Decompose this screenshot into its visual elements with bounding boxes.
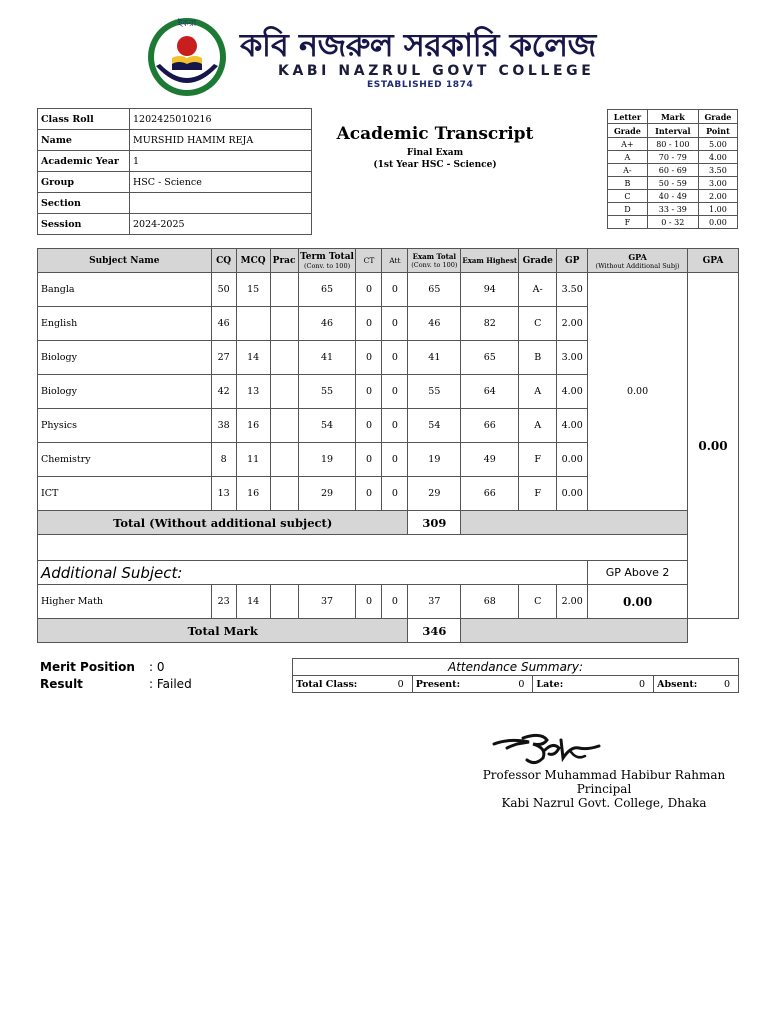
header-exam-highest: Exam Highest bbox=[461, 249, 519, 273]
subject-name: Chemistry bbox=[38, 443, 212, 477]
total-class-label: Total Class: bbox=[293, 676, 385, 693]
cq-mark: 50 bbox=[211, 273, 236, 307]
att-mark: 0 bbox=[382, 307, 408, 341]
subject-row bbox=[38, 273, 739, 307]
info-label: Class Roll bbox=[38, 109, 130, 130]
grade-scale-row bbox=[608, 151, 738, 164]
grade-point: 3.50 bbox=[557, 273, 588, 307]
attendance-title: Attendance Summary: bbox=[293, 659, 739, 676]
exam-highest: 49 bbox=[461, 443, 519, 477]
header-gpa-without-note: (Without Additional Subj) bbox=[595, 261, 680, 270]
info-row-session bbox=[38, 214, 312, 235]
term-total: 41 bbox=[298, 341, 356, 375]
grade-point: 4.00 bbox=[557, 409, 588, 443]
total-without-additional-row bbox=[38, 511, 739, 535]
mark-interval: 40 - 49 bbox=[647, 190, 698, 203]
total-without-additional-label: Total (Without additional subject) bbox=[38, 511, 408, 535]
result-label: Result bbox=[40, 677, 83, 691]
exam-detail: (1st Year HSC - Science) bbox=[373, 160, 497, 170]
grade: C bbox=[519, 585, 557, 619]
exam-total: 65 bbox=[408, 273, 461, 307]
grade: A bbox=[519, 375, 557, 409]
letter-grade: B bbox=[608, 177, 648, 190]
exam-total: 19 bbox=[408, 443, 461, 477]
header-exam-total-note: (Conv. to 100) bbox=[411, 261, 458, 269]
merit-position-value: : 0 bbox=[149, 660, 165, 674]
letter-grade: D bbox=[608, 203, 648, 216]
gp-above-label: GP Above 2 bbox=[588, 561, 688, 585]
subject-name: Bangla bbox=[38, 273, 212, 307]
term-total: 37 bbox=[298, 585, 356, 619]
total-mark-value: 346 bbox=[408, 619, 461, 643]
prac-mark bbox=[270, 341, 298, 375]
marks-table bbox=[37, 248, 739, 643]
additional-subject-header-row bbox=[38, 561, 739, 585]
attendance-title-row bbox=[293, 659, 739, 676]
absent-value: 0 bbox=[711, 676, 739, 693]
prac-mark bbox=[270, 443, 298, 477]
header-gpa-without-label: GPA bbox=[628, 251, 647, 262]
exam-highest: 66 bbox=[461, 409, 519, 443]
grade-scale-row bbox=[608, 190, 738, 203]
info-row-section bbox=[38, 193, 312, 214]
subject-name: English bbox=[38, 307, 212, 341]
total-without-additional-value: 309 bbox=[408, 511, 461, 535]
header-term-total bbox=[298, 249, 356, 273]
grade: A bbox=[519, 409, 557, 443]
grade-point: 5.00 bbox=[698, 138, 737, 151]
letter-grade: C bbox=[608, 190, 648, 203]
grade-point: 4.00 bbox=[698, 151, 737, 164]
info-row-class-roll bbox=[38, 109, 312, 130]
info-label: Academic Year bbox=[38, 151, 130, 172]
letter-grade: A bbox=[608, 151, 648, 164]
late-label: Late: bbox=[533, 676, 626, 693]
grade-scale-row bbox=[608, 216, 738, 229]
exam-total: 54 bbox=[408, 409, 461, 443]
term-total: 54 bbox=[298, 409, 356, 443]
cq-mark: 23 bbox=[211, 585, 236, 619]
mcq-mark: 11 bbox=[236, 443, 270, 477]
mark-interval: 50 - 59 bbox=[647, 177, 698, 190]
present-label: Present: bbox=[412, 676, 505, 693]
principal-signature bbox=[489, 730, 604, 770]
ct-mark: 0 bbox=[356, 273, 382, 307]
grade-scale-table bbox=[607, 109, 738, 229]
grade-point: 0.00 bbox=[557, 443, 588, 477]
term-total: 55 bbox=[298, 375, 356, 409]
info-row-name bbox=[38, 130, 312, 151]
exam-total: 29 bbox=[408, 477, 461, 511]
exam-highest: 68 bbox=[461, 585, 519, 619]
absent-label: Absent: bbox=[654, 676, 711, 693]
ct-mark: 0 bbox=[356, 477, 382, 511]
cq-mark: 27 bbox=[211, 341, 236, 375]
total-without-additional-filler bbox=[461, 511, 688, 535]
signatory-institution: Kabi Nazrul Govt. College, Dhaka bbox=[501, 796, 707, 810]
gpa-value: 0.00 bbox=[687, 273, 738, 619]
header-prac: Prac bbox=[270, 249, 298, 273]
grade-point: 3.00 bbox=[557, 341, 588, 375]
letter-grade: A+ bbox=[608, 138, 648, 151]
mark-interval: 33 - 39 bbox=[647, 203, 698, 216]
cq-mark: 46 bbox=[211, 307, 236, 341]
att-mark: 0 bbox=[382, 375, 408, 409]
grade-scale-header: Point bbox=[698, 124, 737, 138]
mcq-mark: 14 bbox=[236, 585, 270, 619]
document-title: Academic Transcript bbox=[336, 124, 534, 144]
total-mark-label: Total Mark bbox=[38, 619, 408, 643]
exam-highest: 64 bbox=[461, 375, 519, 409]
grade-point: 2.00 bbox=[698, 190, 737, 203]
subject-name: Physics bbox=[38, 409, 212, 443]
info-row-academic-year bbox=[38, 151, 312, 172]
mcq-mark: 15 bbox=[236, 273, 270, 307]
grade-point: 3.00 bbox=[698, 177, 737, 190]
info-row-group bbox=[38, 172, 312, 193]
additional-subject-title: Additional Subject: bbox=[38, 561, 588, 585]
cq-mark: 42 bbox=[211, 375, 236, 409]
header-gpa-without-additional bbox=[588, 249, 688, 273]
attendance-values-row bbox=[293, 676, 739, 693]
header-subject-name: Subject Name bbox=[38, 249, 212, 273]
additional-subject-row bbox=[38, 585, 739, 619]
grade-scale-row bbox=[608, 164, 738, 177]
mcq-mark: 16 bbox=[236, 477, 270, 511]
prac-mark bbox=[270, 375, 298, 409]
total-class-value: 0 bbox=[384, 676, 412, 693]
grade-scale-row bbox=[608, 138, 738, 151]
mark-interval: 80 - 100 bbox=[647, 138, 698, 151]
total-mark-filler bbox=[461, 619, 688, 643]
letter-grade: A- bbox=[608, 164, 648, 177]
grade: F bbox=[519, 443, 557, 477]
exam-name: Final Exam bbox=[406, 148, 464, 158]
header-ct: CT bbox=[356, 249, 382, 273]
info-value: HSC - Science bbox=[130, 172, 312, 193]
ct-mark: 0 bbox=[356, 585, 382, 619]
info-value: MURSHID HAMIM REJA bbox=[130, 130, 312, 151]
established-year: ESTABLISHED 1874 bbox=[367, 80, 474, 90]
term-total: 19 bbox=[298, 443, 356, 477]
att-mark: 0 bbox=[382, 477, 408, 511]
exam-total: 55 bbox=[408, 375, 461, 409]
att-mark: 0 bbox=[382, 273, 408, 307]
grade-scale-row bbox=[608, 177, 738, 190]
grade-point: 2.00 bbox=[557, 585, 588, 619]
grade-point: 2.00 bbox=[557, 307, 588, 341]
grade-point: 0.00 bbox=[557, 477, 588, 511]
student-info-table bbox=[37, 108, 312, 235]
exam-total: 37 bbox=[408, 585, 461, 619]
att-mark: 0 bbox=[382, 341, 408, 375]
grade-scale-header: Interval bbox=[647, 124, 698, 138]
subject-name: ICT bbox=[38, 477, 212, 511]
header-exam-total bbox=[408, 249, 461, 273]
grade-scale-header: Grade bbox=[698, 110, 737, 124]
grade: F bbox=[519, 477, 557, 511]
cq-mark: 38 bbox=[211, 409, 236, 443]
subject-name: Biology bbox=[38, 341, 212, 375]
header-att: Att bbox=[382, 249, 408, 273]
grade-scale-row bbox=[608, 203, 738, 216]
prac-mark bbox=[270, 273, 298, 307]
prac-mark bbox=[270, 585, 298, 619]
mark-interval: 60 - 69 bbox=[647, 164, 698, 177]
attendance-summary-table bbox=[292, 658, 739, 693]
term-total: 65 bbox=[298, 273, 356, 307]
cq-mark: 13 bbox=[211, 477, 236, 511]
grade-point: 3.50 bbox=[698, 164, 737, 177]
marks-header-row bbox=[38, 249, 739, 273]
header-exam-total-label: Exam Total bbox=[412, 252, 457, 261]
header-mcq: MCQ bbox=[236, 249, 270, 273]
grade-point: 0.00 bbox=[698, 216, 737, 229]
exam-highest: 66 bbox=[461, 477, 519, 511]
ct-mark: 0 bbox=[356, 341, 382, 375]
present-value: 0 bbox=[505, 676, 533, 693]
grade-scale-header: Grade bbox=[608, 124, 648, 138]
grade-scale-header-row-1 bbox=[608, 110, 738, 124]
college-name-bengali: কবি নজরুল সরকারি কলেজ bbox=[240, 26, 596, 64]
mcq-mark bbox=[236, 307, 270, 341]
grade-point: 1.00 bbox=[698, 203, 737, 216]
att-mark: 0 bbox=[382, 585, 408, 619]
info-label: Group bbox=[38, 172, 130, 193]
exam-total: 46 bbox=[408, 307, 461, 341]
info-label: Section bbox=[38, 193, 130, 214]
signatory-designation: Principal bbox=[576, 782, 632, 796]
info-value: 1202425010216 bbox=[130, 109, 312, 130]
letter-grade: F bbox=[608, 216, 648, 229]
college-name-english: KABI NAZRUL GOVT COLLEGE bbox=[278, 63, 595, 79]
subject-name: Biology bbox=[38, 375, 212, 409]
term-total: 46 bbox=[298, 307, 356, 341]
term-total: 29 bbox=[298, 477, 356, 511]
mark-interval: 0 - 32 bbox=[647, 216, 698, 229]
exam-highest: 82 bbox=[461, 307, 519, 341]
prac-mark bbox=[270, 409, 298, 443]
merit-position-label: Merit Position bbox=[40, 660, 135, 674]
mcq-mark: 16 bbox=[236, 409, 270, 443]
ct-mark: 0 bbox=[356, 375, 382, 409]
gpa-without-additional-value: 0.00 bbox=[588, 273, 688, 511]
gp-above-value: 0.00 bbox=[588, 585, 688, 619]
logo-text: ইকরা bbox=[177, 19, 197, 29]
signatory-block bbox=[470, 768, 738, 810]
prac-mark bbox=[270, 477, 298, 511]
ct-mark: 0 bbox=[356, 409, 382, 443]
signatory-name: Professor Muhammad Habibur Rahman bbox=[482, 768, 726, 782]
grade: A- bbox=[519, 273, 557, 307]
header-cq: CQ bbox=[211, 249, 236, 273]
info-value: 1 bbox=[130, 151, 312, 172]
college-logo bbox=[146, 16, 228, 98]
grade-scale-header-row-2 bbox=[608, 124, 738, 138]
grade-scale-header: Letter bbox=[608, 110, 648, 124]
ct-mark: 0 bbox=[356, 307, 382, 341]
spacer-row bbox=[38, 535, 739, 561]
ct-mark: 0 bbox=[356, 443, 382, 477]
result-value: : Failed bbox=[149, 677, 192, 691]
mcq-mark: 13 bbox=[236, 375, 270, 409]
header-gpa: GPA bbox=[687, 249, 738, 273]
late-value: 0 bbox=[626, 676, 654, 693]
grade-scale-header: Mark bbox=[647, 110, 698, 124]
exam-highest: 65 bbox=[461, 341, 519, 375]
att-mark: 0 bbox=[382, 443, 408, 477]
header-term-total-label: Term Total bbox=[300, 251, 354, 262]
mark-interval: 70 - 79 bbox=[647, 151, 698, 164]
info-label: Session bbox=[38, 214, 130, 235]
info-label: Name bbox=[38, 130, 130, 151]
att-mark: 0 bbox=[382, 409, 408, 443]
header-grade: Grade bbox=[519, 249, 557, 273]
subject-name: Higher Math bbox=[38, 585, 212, 619]
header-term-total-note: (Conv. to 100) bbox=[303, 261, 351, 270]
spacer-cell bbox=[38, 535, 688, 561]
prac-mark bbox=[270, 307, 298, 341]
info-value: 2024-2025 bbox=[130, 214, 312, 235]
cq-mark: 8 bbox=[211, 443, 236, 477]
exam-highest: 94 bbox=[461, 273, 519, 307]
info-value bbox=[130, 193, 312, 214]
header-gp: GP bbox=[557, 249, 588, 273]
exam-total: 41 bbox=[408, 341, 461, 375]
total-mark-row bbox=[38, 619, 739, 643]
mcq-mark: 14 bbox=[236, 341, 270, 375]
grade: B bbox=[519, 341, 557, 375]
grade: C bbox=[519, 307, 557, 341]
grade-point: 4.00 bbox=[557, 375, 588, 409]
